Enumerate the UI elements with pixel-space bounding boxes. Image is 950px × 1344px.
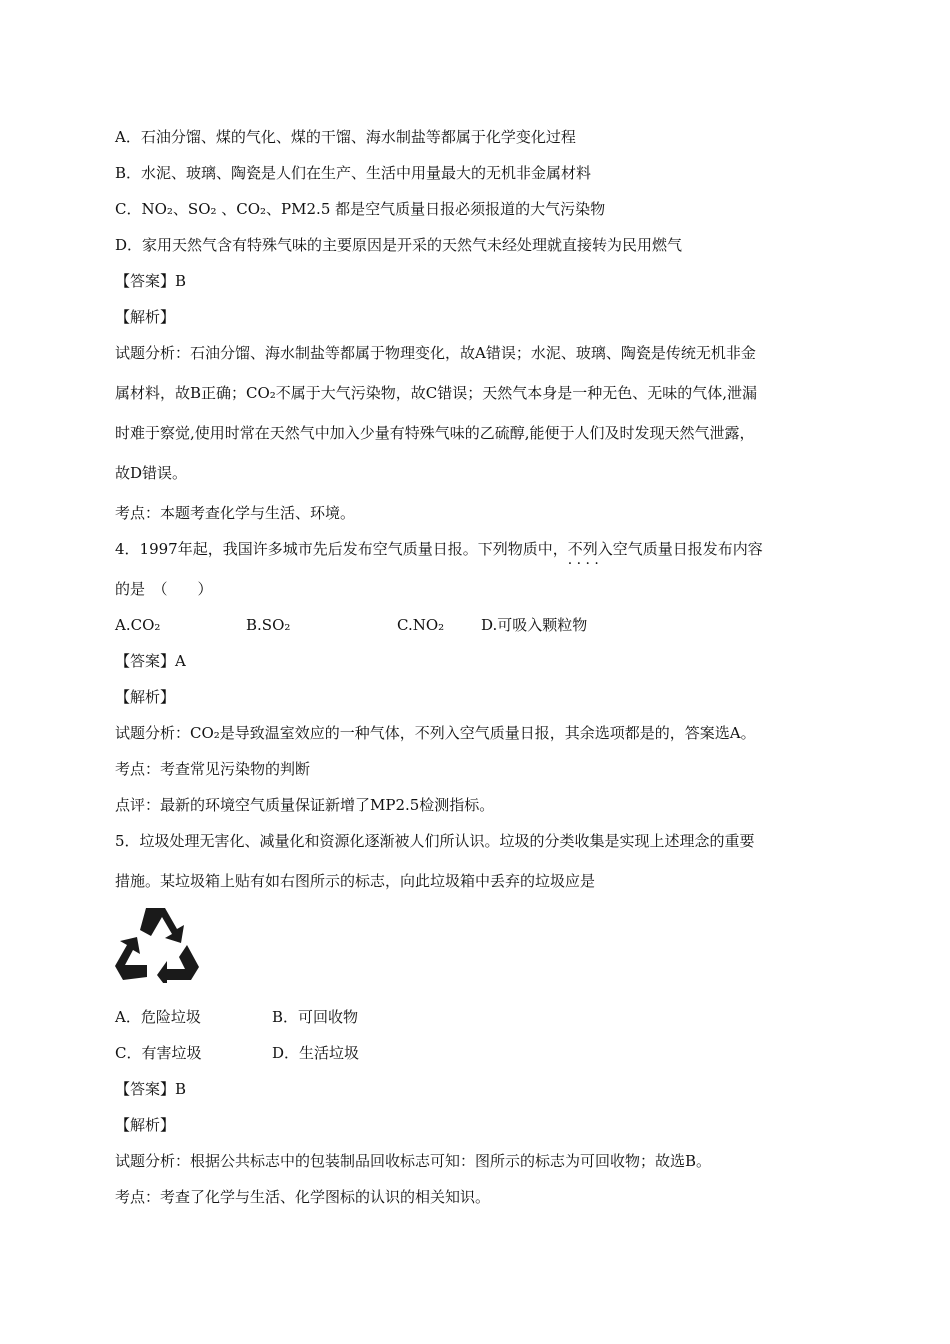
q3-kaodian: 考点：本题考查化学与生活、环境。 [115,504,356,522]
q4-dianping: 点评：最新的环境空气质量保证新增了MP2.5检测指标。 [115,796,495,814]
q3-analysis-line-3: 时难于察觉,使用时常在天然气中加入少量有特殊气味的乙硫醇,能便于人们及时发现天然气泄露， [115,424,755,442]
q3-option-b: B．水泥、玻璃、陶瓷是人们在生产、生活中用量最大的无机非金属材料 [115,164,592,182]
q3-option-a: A．石油分馏、煤的气化、煤的干馏、海水制盐等都属于化学变化过程 [115,128,576,146]
q4-stem-post: 空气质量日报发布内容 [612,540,763,558]
q4-option-c: C.NO₂ [397,616,445,634]
recycling-triangle-icon [113,905,201,983]
q4-answer: 【答案】A [115,652,186,670]
q3-analysis-line-4: 故D错误。 [115,464,188,482]
q4-option-d: D.可吸入颗粒物 [481,616,588,634]
q4-analysis-label: 【解析】 [115,688,176,706]
q4-kaodian: 考点：考查常见污染物的判断 [115,760,311,778]
q4-stem-line-2: 的是 （ ） [115,580,213,598]
q5-analysis-label: 【解析】 [115,1116,176,1134]
q5-kaodian: 考点：考查了化学与生活、化学图标的认识的相关知识。 [115,1188,491,1206]
q4-option-a: A.CO₂ [115,616,161,634]
q3-analysis-line-1: 试题分析：石油分馏、海水制盐等都属于物理变化，故A错误；水泥、玻璃、陶瓷是传统无机非金 [115,344,756,362]
q5-answer: 【答案】B [115,1080,187,1098]
q3-analysis-label: 【解析】 [115,308,176,326]
q4-stem-emphasis: 不列入 · · [568,540,613,558]
q4-analysis: 试题分析：CO₂是导致温室效应的一种气体，不列入空气质量日报，其余选项都是的，答案选A。 [115,724,756,742]
q4-stem-pre: 4．1997年起，我国许多城市先后发布空气质量日报。下列物质中， [115,540,568,558]
q5-stem-line-1: 5．垃圾处理无害化、减量化和资源化逐渐被人们所认识。垃圾的分类收集是实现上述理念的重要 [115,832,755,850]
q3-analysis-line-2: 属材料，故B正确；CO₂不属于大气污染物，故C错误；天然气本身是一种无色、无味的气体,泄漏 [115,384,758,402]
q3-option-c: C．NO₂、SO₂ 、CO₂、PM2.5 都是空气质量日报必须报道的大气污染物 [115,200,606,218]
q5-stem-line-2: 措施。某垃圾箱上贴有如右图所示的标志，向此垃圾箱中丢弃的垃圾应是 [115,872,596,890]
q3-option-d: D．家用天然气含有特殊气味的主要原因是开采的天然气未经处理就直接转为民用燃气 [115,236,683,254]
q3-answer: 【答案】B [115,272,187,290]
q5-analysis: 试题分析：根据公共标志中的包装制品回收标志可知：图所示的标志为可回收物；故选B。 [115,1152,712,1170]
q4-option-b: B.SO₂ [246,616,291,634]
q5-option-d: D．生活垃圾 [272,1044,360,1062]
q5-option-b: B．可回收物 [272,1008,359,1026]
q4-stem-line-1 [115,539,763,559]
q5-option-a: A．危险垃圾 [115,1008,201,1026]
q5-option-c: C．有害垃圾 [115,1044,202,1062]
